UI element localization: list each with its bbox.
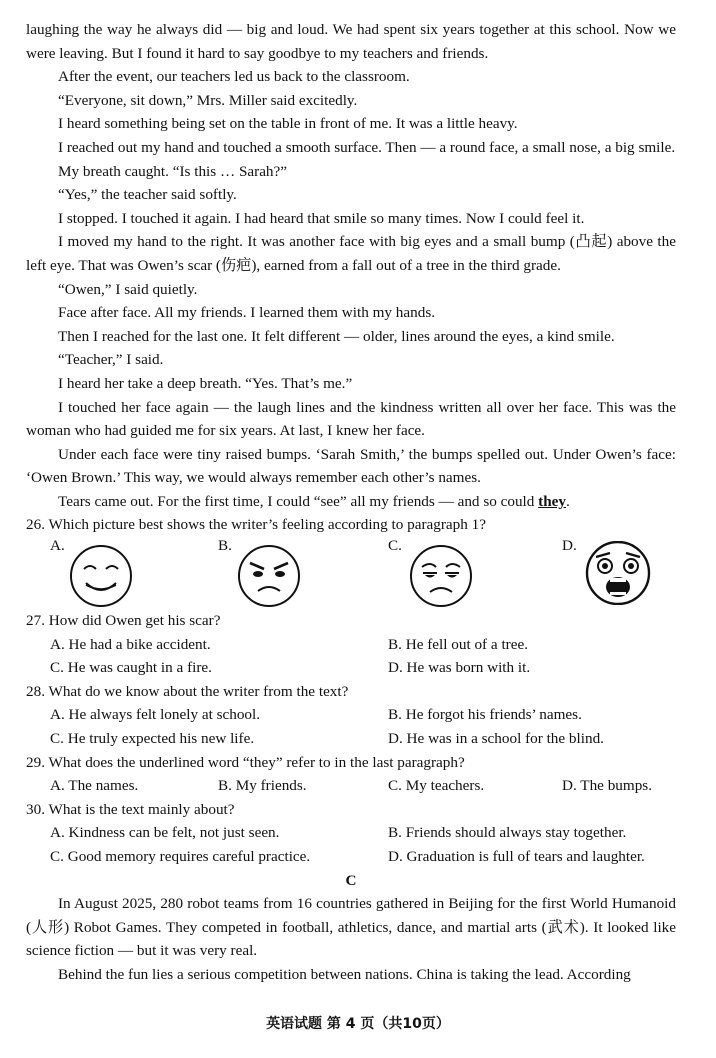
question-29-stem: 29. What does the underlined word “they” refer to in the last paragraph?	[26, 753, 465, 771]
question-30-options	[26, 821, 676, 868]
option-a[interactable]: A. The names.	[50, 777, 139, 795]
smiling-face-icon	[66, 545, 136, 607]
passage-paragraph: Face after face. All my friends. I learned them with my hands.	[58, 304, 436, 322]
passage-paragraph: “Teacher,” I said.	[58, 351, 164, 369]
option-b[interactable]: B. He forgot his friends’ names.	[388, 706, 582, 724]
exam-page	[26, 18, 676, 987]
option-a[interactable]: A. He always felt lonely at school.	[50, 706, 261, 724]
passage-paragraph: I reached out my hand and touched a smooth surface. Then — a round face, a small nose, a big smile.	[58, 138, 676, 156]
passage-paragraph: I stopped. I touched it again. I had heard that smile so many times. Now I could feel it.	[58, 209, 585, 227]
question-29-options	[26, 774, 676, 798]
option-d[interactable]: D. Graduation is full of tears and laughter.	[388, 848, 645, 865]
sad-face-icon	[406, 545, 476, 607]
option-label: A.	[50, 537, 65, 555]
passage-paragraph: Then I reached for the last one. It felt different — older, lines around the eyes, a kind smile.	[58, 327, 615, 345]
question-26-pictures	[26, 539, 676, 605]
last-paragraph-end: .	[566, 492, 570, 510]
section-title: C	[345, 871, 357, 889]
passage-paragraph: After the event, our teachers led us back to the classroom.	[58, 68, 410, 86]
page-footer: 英语试题 第 4 页（共10页）	[266, 1016, 450, 1032]
option-b[interactable]: B. He fell out of a tree.	[388, 635, 529, 653]
option-c[interactable]: C. My teachers.	[388, 777, 485, 795]
passage-paragraph: “Everyone, sit down,” Mrs. Miller said excitedly.	[58, 91, 358, 109]
passage-paragraph: laughing the way he always did — big and loud. We had spent six years together at this school. Now we were leaving. But I found it hard to say goodbye to my teachers and friends.	[26, 21, 676, 62]
underlined-word: they	[538, 492, 566, 510]
option-d[interactable]: D. The bumps.	[562, 777, 652, 795]
option-a[interactable]: A. Kindness can be felt, not just seen.	[50, 824, 280, 842]
option-c[interactable]: C. Good memory requires careful practice.	[50, 848, 311, 865]
option-label: C.	[388, 537, 402, 555]
option-label: B.	[218, 537, 232, 555]
passage-paragraph: Under each face were tiny raised bumps. ‘Sarah Smith,’ the bumps spelled out. Under Owen’s face: ‘Owen Brown.’ This way, we would always remember each other’s names.	[26, 445, 676, 487]
section-c-paragraph: In August 2025, 280 robot teams from 16 countries gathered in Beijing for the first World Humanoid (人形) Robot Games. They competed in football, athletics, dance, and martial arts (武术). It looked like science fiction — but it was very real.	[26, 895, 676, 960]
passage-paragraph: I heard her take a deep breath. “Yes. That’s me.”	[58, 374, 353, 392]
option-label: D.	[562, 537, 577, 555]
option-a[interactable]: A. He had a bike accident.	[50, 635, 211, 653]
last-paragraph	[26, 490, 676, 514]
option-d[interactable]: D. He was born with it.	[388, 659, 531, 677]
option-d[interactable]: D. He was in a school for the blind.	[388, 730, 604, 748]
passage-paragraph: I touched her face again — the laugh lines and the kindness written all over her face. This was the woman who had guided me for six years. At last, I knew her face.	[26, 398, 676, 440]
angry-face-icon	[234, 545, 304, 607]
passage-paragraph: I moved my hand to the right. It was another face with big eyes and a small bump (凸起) above the left eye. That was Owen’s scar (伤疤), earned from a fall out of a tree in the third grade.	[26, 233, 676, 274]
option-c[interactable]: C. He truly expected his new life.	[50, 730, 255, 748]
question-26-stem: 26. Which picture best shows the writer’s feeling according to paragraph 1?	[26, 516, 486, 534]
option-b[interactable]: B. My friends.	[218, 777, 307, 795]
shocked-face-icon	[582, 541, 654, 605]
question-30-stem: 30. What is the text mainly about?	[26, 800, 235, 818]
question-28-options	[26, 703, 676, 750]
passage-paragraph: “Yes,” the teacher said softly.	[58, 186, 237, 204]
question-27-options	[26, 633, 676, 680]
option-c[interactable]: C. He was caught in a fire.	[50, 659, 212, 677]
passage-paragraph: I heard something being set on the table in front of me. It was a little heavy.	[58, 115, 518, 133]
option-b[interactable]: B. Friends should always stay together.	[388, 824, 627, 842]
section-c-paragraph: Behind the fun lies a serious competition between nations. China is taking the lead. According	[58, 965, 631, 983]
question-27-stem: 27. How did Owen get his scar?	[26, 612, 221, 630]
question-28-stem: 28. What do we know about the writer from the text?	[26, 682, 349, 700]
last-paragraph-text: Tears came out. For the first time, I could “see” all my friends — and so could	[58, 492, 539, 510]
passage-paragraph: My breath caught. “Is this … Sarah?”	[58, 162, 288, 180]
passage-paragraph: “Owen,” I said quietly.	[58, 280, 198, 298]
